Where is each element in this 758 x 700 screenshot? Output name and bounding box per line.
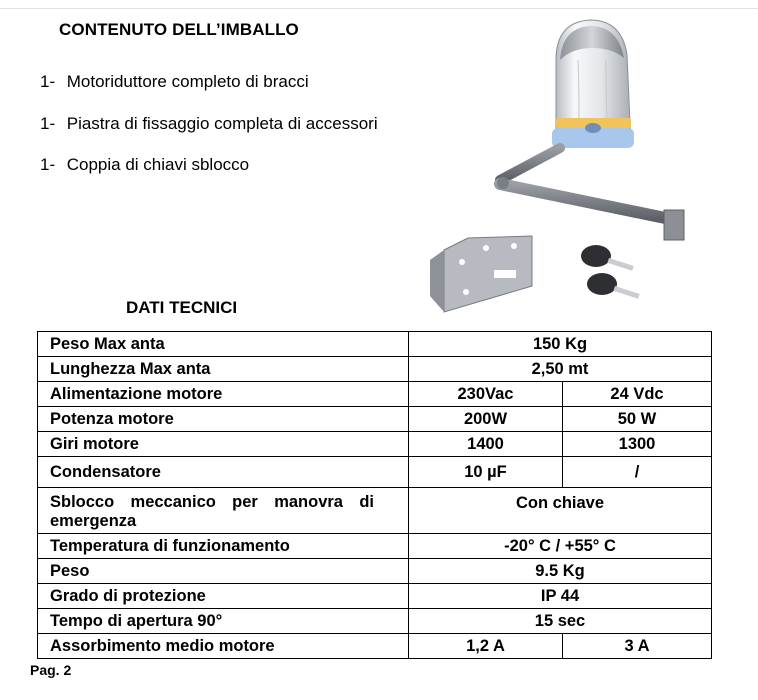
release-keys-icon bbox=[581, 245, 640, 299]
spec-value: -20° C / +55° C bbox=[409, 534, 712, 559]
table-row bbox=[38, 332, 712, 357]
spec-label: Temperatura di funzionamento bbox=[38, 534, 409, 559]
spec-label: Giri motore bbox=[38, 432, 409, 457]
spec-value-24v: 3 A bbox=[563, 634, 712, 659]
item-text: Coppia di chiavi sblocco bbox=[66, 155, 250, 174]
spec-value-24v: 50 W bbox=[563, 407, 712, 432]
spec-label: Peso Max anta bbox=[38, 332, 409, 357]
spec-value-230v: 10 µF bbox=[409, 457, 563, 488]
table-row bbox=[38, 609, 712, 634]
spec-label: Assorbimento medio motore bbox=[38, 634, 409, 659]
technical-data-table bbox=[37, 331, 712, 659]
spec-label: Potenza motore bbox=[38, 407, 409, 432]
page-number: Pag. 2 bbox=[30, 662, 72, 678]
spec-label: Grado di protezione bbox=[38, 584, 409, 609]
spec-value-230v: 1,2 A bbox=[409, 634, 563, 659]
table-row bbox=[38, 488, 712, 534]
spec-value-24v: 1300 bbox=[563, 432, 712, 457]
spec-value-230v: 1400 bbox=[409, 432, 563, 457]
spec-label: Lunghezza Max anta bbox=[38, 357, 409, 382]
technical-data-title: DATI TECNICI bbox=[126, 298, 238, 317]
product-illustration bbox=[0, 0, 758, 330]
table-row bbox=[38, 584, 712, 609]
table-row bbox=[38, 382, 712, 407]
spec-label: Sblocco meccanico per manovra di emergenza bbox=[38, 488, 409, 534]
spec-label: Tempo di apertura 90° bbox=[38, 609, 409, 634]
spec-value: Con chiave bbox=[409, 488, 712, 534]
spec-value: 15 sec bbox=[409, 609, 712, 634]
spec-value: 9.5 Kg bbox=[409, 559, 712, 584]
table-row bbox=[38, 457, 712, 488]
table-row bbox=[38, 634, 712, 659]
spec-label: Peso bbox=[38, 559, 409, 584]
item-qty: 1- bbox=[40, 113, 56, 133]
table-row bbox=[38, 432, 712, 457]
table-row bbox=[38, 534, 712, 559]
spec-value-24v: 24 Vdc bbox=[563, 382, 712, 407]
item-qty: 1- bbox=[40, 155, 56, 174]
item-text: Piastra di fissaggio completa di accessori bbox=[66, 113, 378, 133]
item-qty: 1- bbox=[40, 72, 56, 91]
item-text: Motoriduttore completo di bracci bbox=[66, 72, 309, 91]
spec-label: Alimentazione motore bbox=[38, 382, 409, 407]
spec-value: 2,50 mt bbox=[409, 357, 712, 382]
gate-motor-icon bbox=[497, 20, 684, 240]
spec-value-24v: / bbox=[563, 457, 712, 488]
mounting-bracket-icon bbox=[430, 236, 532, 312]
table-row bbox=[38, 357, 712, 382]
spec-value-230v: 230Vac bbox=[409, 382, 563, 407]
spec-value: 150 Kg bbox=[409, 332, 712, 357]
spec-label: Condensatore bbox=[38, 457, 409, 488]
table-row bbox=[38, 559, 712, 584]
spec-value: IP 44 bbox=[409, 584, 712, 609]
table-row bbox=[38, 407, 712, 432]
spec-value-230v: 200W bbox=[409, 407, 563, 432]
package-contents-title: CONTENUTO DELL’IMBALLO bbox=[59, 20, 299, 39]
